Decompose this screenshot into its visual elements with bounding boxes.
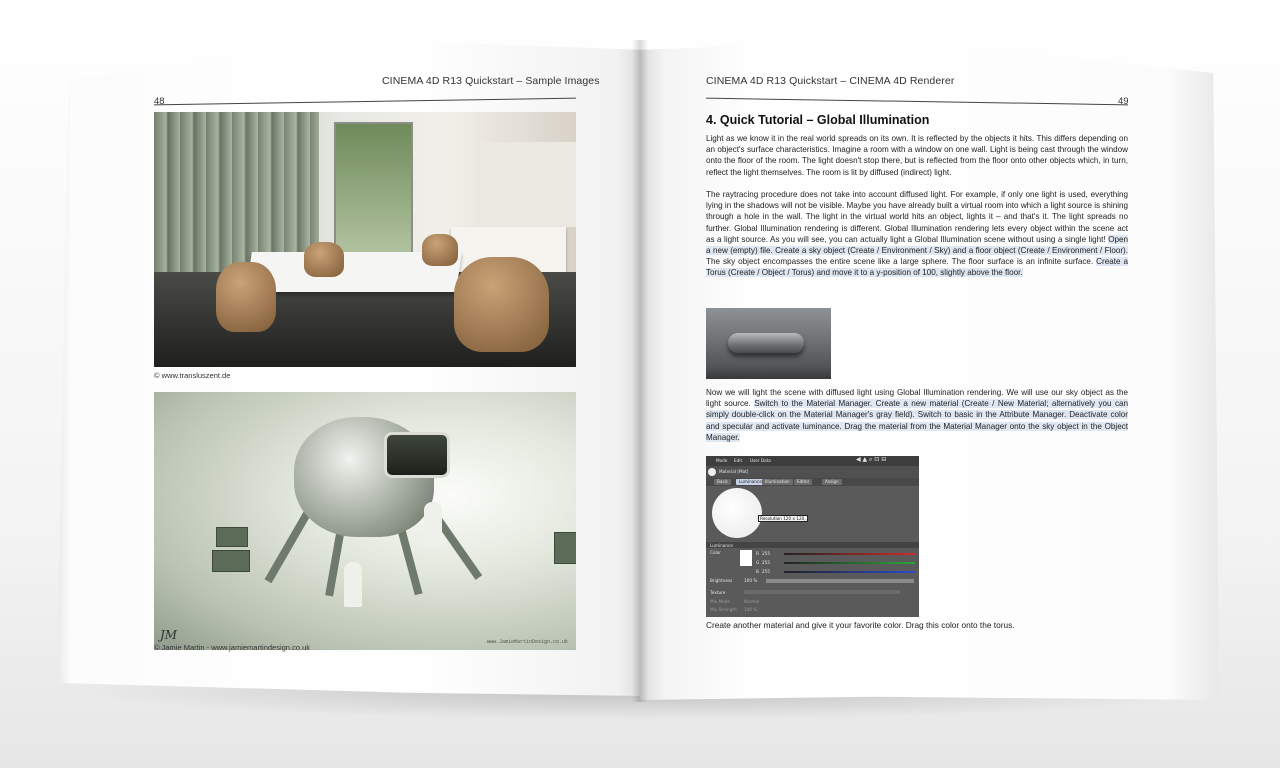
kitchen-render-image bbox=[154, 112, 576, 367]
blue-slider bbox=[784, 571, 915, 573]
highlighted-instruction: Open a new (empty) file. Create a sky object (Create / Environment / Sky) and a floor object (Create / Environment / Floor). bbox=[706, 234, 1129, 256]
worker-figure bbox=[522, 462, 532, 490]
tab-basic: Basic bbox=[714, 479, 731, 485]
back-window bbox=[334, 122, 413, 266]
highlighted-instruction: Switch to the Material Manager. Create a new material (Create / New Material; alternatively you can simply double-click on the Material Manager's gray field). Switch to basic in the Attribute Manager. Deactivate color and specular and activate luminance. Drag the material from the Material Manager onto the sky object in the Object Manager. bbox=[706, 399, 1128, 442]
right-page-number: 49 bbox=[1118, 96, 1129, 107]
chair bbox=[216, 262, 276, 332]
texture-label: Texture bbox=[710, 590, 726, 595]
paragraph-1-text: Light as we know it in the real world spreads on its own. It is reflected by the objects it hits. This differs depending on an object's surface characteristics. Imagine a room with a window on one wall. Light is being cast through the window onto the floor of the room. The light doesn't stop there, but is reflected from the floor onto other objects which, in turn, reflect the light themselves. The room is lit by diffused (indirect) light. bbox=[706, 134, 1128, 177]
kitchen-image-caption: © www.transluszent.de bbox=[154, 371, 231, 380]
robot-leg bbox=[265, 510, 312, 583]
brightness-slider bbox=[766, 579, 914, 583]
channel-label: R bbox=[756, 551, 759, 556]
red-slider bbox=[784, 553, 915, 555]
mix-strength-value: 100 % bbox=[744, 607, 758, 612]
luminance-section-header bbox=[706, 542, 919, 548]
right-running-head: CINEMA 4D R13 Quickstart – CINEMA 4D Renderer bbox=[706, 75, 955, 87]
mix-strength-label: Mix Strength bbox=[710, 607, 737, 612]
channel-value: 255 bbox=[762, 560, 770, 565]
robot-head-visor bbox=[384, 432, 450, 478]
material-icon bbox=[708, 468, 716, 476]
highlighted-instruction: Create a Torus (Create / Object / Torus) and move it to a y-position of 100, slightly above the floor. bbox=[706, 257, 1129, 278]
chair bbox=[422, 234, 458, 266]
menu-item: Edit bbox=[734, 458, 743, 463]
menu-item: User Data bbox=[750, 458, 771, 463]
nav-icons: ◀ ▲ ⌕ ⊡ ⊟ bbox=[856, 456, 887, 463]
channel-value: 255 bbox=[762, 551, 770, 556]
image-watermark: www.JamieMartinDesign.co.uk bbox=[486, 639, 568, 645]
left-running-head: CINEMA 4D R13 Quickstart – Sample Images bbox=[382, 75, 600, 87]
texture-field bbox=[744, 590, 900, 594]
tab-assign: Assign bbox=[822, 479, 842, 485]
worker-figure bbox=[424, 502, 442, 547]
channel-value: 255 bbox=[762, 569, 770, 574]
brightness-value: 100 % bbox=[744, 578, 758, 583]
menu-item: Mode bbox=[716, 458, 728, 463]
robot-render-image bbox=[154, 392, 576, 650]
left-page-number: 48 bbox=[154, 96, 165, 107]
final-instruction: Create another material and give it your favorite color. Drag this color onto the torus. bbox=[706, 620, 1015, 630]
paragraph-2-middle-text: The sky object encompasses the entire scene like a large sphere. The floor surface is an infinite surface. bbox=[706, 257, 1094, 267]
channel-label: G bbox=[756, 560, 760, 565]
material-manager-screenshot bbox=[706, 456, 919, 617]
color-label: Color bbox=[710, 550, 721, 555]
crate bbox=[554, 532, 576, 564]
material-title: Material [Mat] bbox=[719, 469, 749, 474]
paragraph-1 bbox=[706, 133, 1128, 178]
worker-figure bbox=[344, 562, 362, 607]
paragraph-2 bbox=[706, 189, 1128, 279]
mix-mode-value: Normal bbox=[744, 599, 760, 604]
resolution-tooltip: Resolution 120 x 120, bbox=[760, 516, 806, 521]
paragraph-2-text: The raytracing procedure does not take into account diffused light. For example, if only one light is used, everything lying in the shadows will not be visible. Maybe you have already built a virtual room into which a light source is shining through a hole in the wall. The light in the virtual world hits an object, lights it – and that's it. The light spreads no further. Global Illumination rendering is different. Global Illumination rendering lets every object within the scene act as a light source. As you will see, you can actually light a Global Illumination scene without using a single light! bbox=[706, 190, 1128, 244]
brightness-label: Brightness bbox=[710, 578, 733, 583]
crate bbox=[212, 550, 250, 572]
tab-illumination: Illumination bbox=[762, 479, 793, 485]
section-label: Luminance bbox=[710, 543, 733, 548]
tab-editor: Editor bbox=[794, 479, 812, 485]
torus-object bbox=[728, 333, 804, 353]
menu-bar bbox=[706, 456, 919, 466]
mix-mode-label: Mix Mode bbox=[710, 599, 730, 604]
material-title-bar bbox=[706, 466, 919, 478]
chair bbox=[304, 242, 344, 277]
robot-image-caption: © Jamie Martin - www.jamiemartindesign.co.uk bbox=[154, 643, 310, 652]
crate bbox=[216, 527, 248, 547]
green-slider bbox=[784, 562, 915, 564]
attribute-tabs bbox=[706, 478, 919, 486]
tab-luminance: Luminance bbox=[736, 479, 765, 485]
section-heading: 4. Quick Tutorial – Global Illumination bbox=[706, 113, 930, 127]
kitchen-cabinets bbox=[481, 142, 576, 227]
material-preview-sphere bbox=[712, 488, 762, 538]
paragraph-3-text: Now we will light the scene with diffused light using Global Illumination rendering. We will use our sky object as the light source. bbox=[706, 388, 1128, 409]
book-spine bbox=[632, 40, 648, 702]
paragraph-3 bbox=[706, 387, 1128, 443]
artist-signature: JM bbox=[160, 628, 178, 642]
color-swatch bbox=[740, 550, 752, 566]
chair bbox=[454, 257, 549, 352]
channel-label: B bbox=[756, 569, 759, 574]
torus-render-thumbnail bbox=[706, 308, 831, 379]
